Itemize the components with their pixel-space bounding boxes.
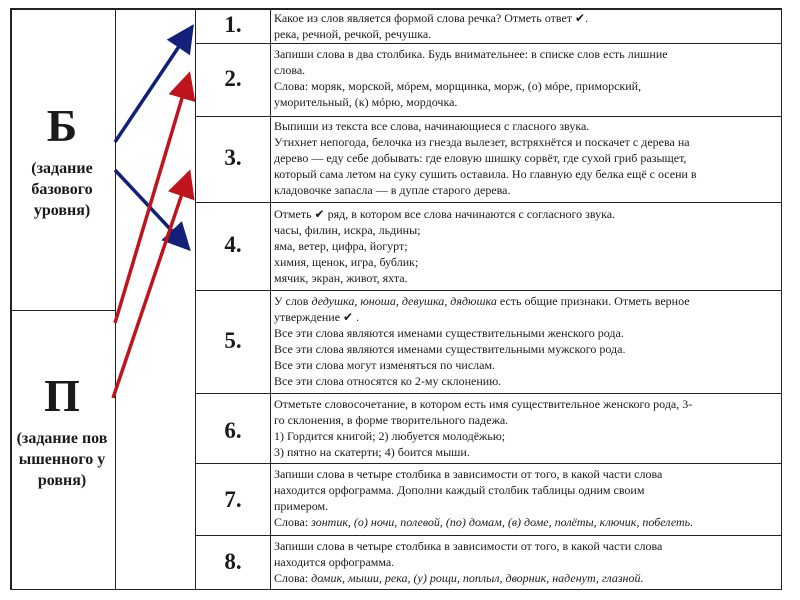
row-divider-7 xyxy=(195,535,782,536)
task-line: который сама летом на суку сушить оставила. Но главную еду белка ещё с осени в xyxy=(274,167,697,181)
level-basic-letter: Б xyxy=(46,100,78,151)
table-divider-2 xyxy=(195,8,196,590)
task-line: Все эти слова могут изменяться по числам. xyxy=(274,358,496,372)
task-line: Все эти слова являются именами существительными женского рода. xyxy=(274,326,624,340)
row-divider-1 xyxy=(195,43,782,44)
level-basic xyxy=(12,100,112,221)
level-advanced-subtitle: (задание повышенного уровня) xyxy=(16,430,108,489)
task-line: го склонения, в форме творительного падежа. xyxy=(274,413,509,427)
task-line: Отметь ✔ ряд, в котором все слова начинаются с согласного звука. xyxy=(274,207,616,221)
task-line: Утихнет непогода, белочка из гнезда вылезет, встряхнётся и поскачет с дерева на xyxy=(274,135,690,149)
task-text-7 xyxy=(274,466,780,530)
task-line: мячик, экран, живот, яхта. xyxy=(274,271,408,285)
task-text-2 xyxy=(274,46,780,110)
task-intro-suffix: есть общие признаки. Отметь верное xyxy=(496,294,690,308)
task-line: примером. xyxy=(274,499,329,513)
task-line: Запиши слова в два столбика. Будь внимательнее: в списке слов есть лишние xyxy=(274,47,668,61)
arrow-advanced-to-task-3 xyxy=(113,176,188,398)
task-intro-prefix: У слов xyxy=(274,294,312,308)
task-line: химия, щенок, игра, бублик; xyxy=(274,255,419,269)
task-words-line xyxy=(274,514,780,530)
task-number-6: 6. xyxy=(224,418,242,443)
task-text-6 xyxy=(274,396,780,460)
table-border-bottom xyxy=(10,589,782,590)
task-line: 3) пятно на скатерти; 4) боится мыши. xyxy=(274,445,470,459)
level-advanced-letter: П xyxy=(44,370,80,421)
task-line: яма, ветер, цифра, йогурт; xyxy=(274,239,408,253)
task-text-8 xyxy=(274,538,780,586)
row-divider-5 xyxy=(195,393,782,394)
level-basic-subtitle: (задание базового уровня) xyxy=(31,160,93,219)
task-text-1 xyxy=(274,10,780,42)
task-line: 1) Гордится книгой; 2) любуется молодёжью; xyxy=(274,429,506,443)
task-line: утверждение ✔ . xyxy=(274,310,360,324)
task-line: находится орфограмма. Дополни каждый столбик таблицы одним своим xyxy=(274,483,645,497)
row-divider-6 xyxy=(195,463,782,464)
task-number-8: 8. xyxy=(224,549,242,574)
task-line: Запиши слова в четыре столбика в зависимости от того, в какой части слова xyxy=(274,467,663,481)
task-text-4 xyxy=(274,206,780,286)
arrow-basic-to-task-4 xyxy=(115,170,186,246)
task-number-3: 3. xyxy=(224,145,242,170)
task-line: Слова: моряк, морской, мóрем, морщинка, морж, (о) мóре, приморский, xyxy=(274,79,642,93)
task-line: слова. xyxy=(274,63,306,77)
task-intro-line xyxy=(274,293,780,309)
arrow-basic-to-task-1 xyxy=(115,30,190,142)
task-line: дерево — еду себе добывать: где еловую шишку сорвёт, где сухой гриб разыщет, xyxy=(274,151,687,165)
task-line: Запиши слова в четыре столбика в зависимости от того, в какой части слова xyxy=(274,539,663,553)
table-divider-3 xyxy=(270,8,271,590)
task-words-label: Слова: xyxy=(274,571,312,585)
task-number-1: 1. xyxy=(224,12,242,37)
task-line: Все эти слова относятся ко 2-му склонению. xyxy=(274,374,502,388)
table-border-left xyxy=(10,8,12,590)
task-line: кладовочке запасла — в дупле старого дерева. xyxy=(274,183,511,197)
task-text-5 xyxy=(274,293,780,389)
task-line: часы, филин, искра, льдины; xyxy=(274,223,421,237)
row-divider-2 xyxy=(195,116,782,117)
arrow-advanced-to-task-2 xyxy=(115,78,188,323)
task-words-line xyxy=(274,570,780,586)
task-text-3 xyxy=(274,118,780,198)
task-number-5: 5. xyxy=(224,328,242,353)
task-words: домик, мыши, река, (у) рощи, поплыл, дворник, наденут, глазной. xyxy=(311,571,644,585)
task-line: уморительный, (к) мóрю, мордочка. xyxy=(274,95,458,109)
task-line: Выпиши из текста все слова, начинающиеся с гласного звука. xyxy=(274,119,590,133)
task-words: зонтик, (о) ночи, полевой, (по) домам, (в) доме, полёты, ключик, побелеть. xyxy=(311,515,694,529)
task-number-2: 2. xyxy=(224,66,242,91)
task-number-7: 7. xyxy=(224,487,242,512)
row-divider-4 xyxy=(195,290,782,291)
table-divider-1 xyxy=(115,8,116,590)
task-words-label: Слова: xyxy=(274,515,312,529)
table-border-right xyxy=(781,8,782,590)
level-advanced xyxy=(12,370,112,491)
row-divider-3 xyxy=(195,202,782,203)
task-number-4: 4. xyxy=(224,232,242,257)
task-line: Какое из слов является формой слова речка? Отметь ответ ✔. xyxy=(274,11,589,25)
task-line: река, речной, речкой, речушка. xyxy=(274,27,432,41)
task-intro-words: дедушка, юноша, девушка, дядюшка xyxy=(311,294,497,308)
task-line: Все эти слова являются именами существительными мужского рода. xyxy=(274,342,626,356)
task-line: Отметьте словосочетание, в котором есть имя существительное женского рода, 3- xyxy=(274,397,693,411)
task-line: находится орфограмма. xyxy=(274,555,395,569)
level-divider xyxy=(10,310,116,311)
